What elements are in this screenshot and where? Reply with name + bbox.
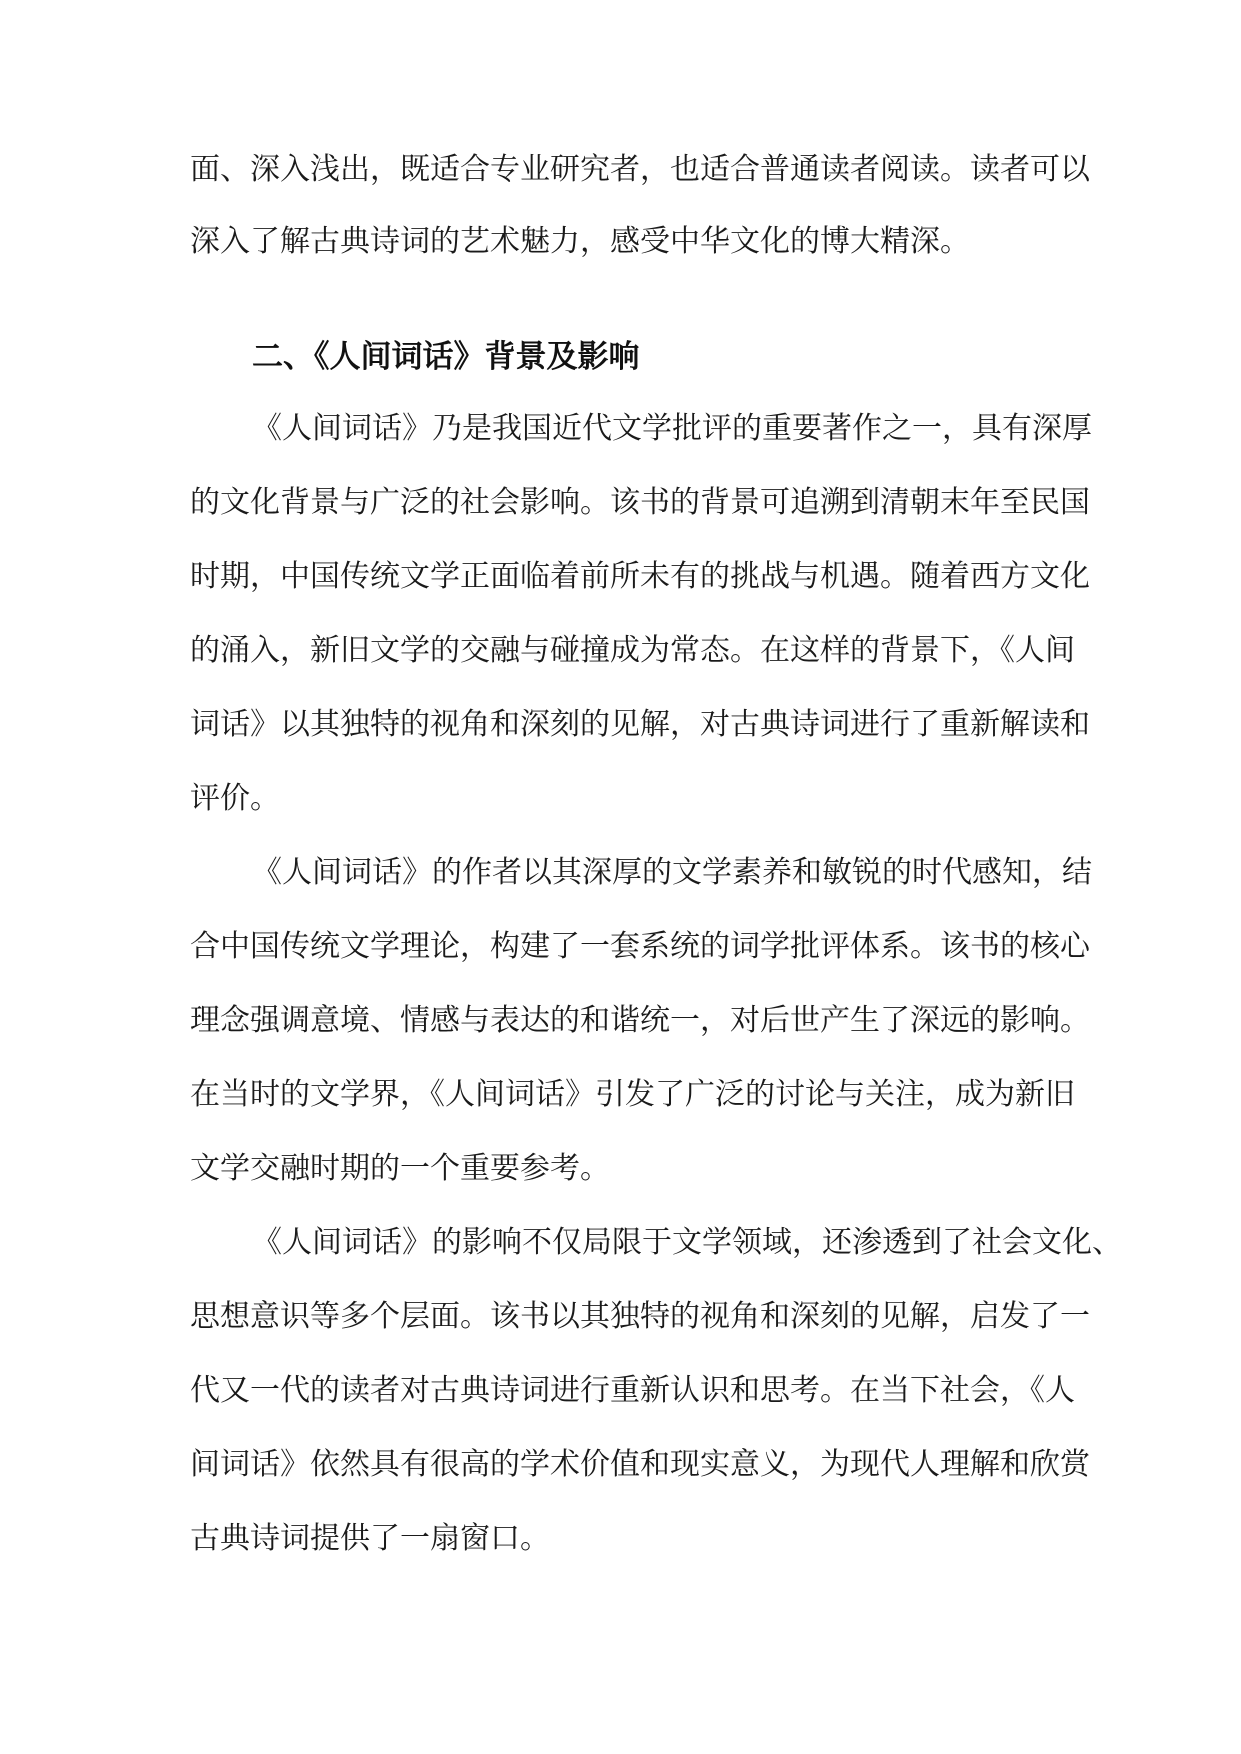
intro-line: 深入了解古典诗词的艺术魅力，感受中华文化的博大精深。 bbox=[190, 224, 970, 259]
paragraph-1-line: 的文化背景与广泛的社会影响。该书的背景可追溯到清朝末年至民国 bbox=[190, 485, 1090, 520]
paragraph-1-line: 词话》以其独特的视角和深刻的见解，对古典诗词进行了重新解读和 bbox=[190, 707, 1090, 742]
paragraph-3-line: 间词话》依然具有很高的学术价值和现实意义，为现代人理解和欣赏 bbox=[190, 1447, 1090, 1482]
paragraph-2-line: 理念强调意境、情感与表达的和谐统一，对后世产生了深远的影响。 bbox=[190, 1003, 1090, 1038]
paragraph-3-line: 《人间词话》的影响不仅局限于文学领域，还渗透到了社会文化、 bbox=[252, 1225, 1122, 1260]
paragraph-3-line: 代又一代的读者对古典诗词进行重新认识和思考。在当下社会，《人 bbox=[190, 1373, 1075, 1408]
paragraph-3-line: 古典诗词提供了一扇窗口。 bbox=[190, 1521, 550, 1556]
paragraph-1-line: 评价。 bbox=[190, 781, 280, 816]
paragraph-3-line: 思想意识等多个层面。该书以其独特的视角和深刻的见解，启发了一 bbox=[190, 1299, 1090, 1334]
paragraph-1-line: 时期，中国传统文学正面临着前所未有的挑战与机遇。随着西方文化 bbox=[190, 559, 1090, 594]
paragraph-2-line: 合中国传统文学理论，构建了一套系统的词学批评体系。该书的核心 bbox=[190, 929, 1090, 964]
section-heading: 二、《人间词话》背景及影响 bbox=[252, 339, 640, 375]
paragraph-2-line: 在当时的文学界，《人间词话》引发了广泛的讨论与关注，成为新旧 bbox=[190, 1077, 1075, 1112]
paragraph-2-line: 文学交融时期的一个重要参考。 bbox=[190, 1151, 610, 1186]
intro-line: 面、深入浅出，既适合专业研究者，也适合普通读者阅读。读者可以 bbox=[190, 152, 1090, 187]
paragraph-1-line: 的涌入，新旧文学的交融与碰撞成为常态。在这样的背景下，《人间 bbox=[190, 633, 1075, 668]
paragraph-2-line: 《人间词话》的作者以其深厚的文学素养和敏锐的时代感知，结 bbox=[252, 855, 1092, 890]
paragraph-1-line: 《人间词话》乃是我国近代文学批评的重要著作之一，具有深厚 bbox=[252, 411, 1092, 446]
